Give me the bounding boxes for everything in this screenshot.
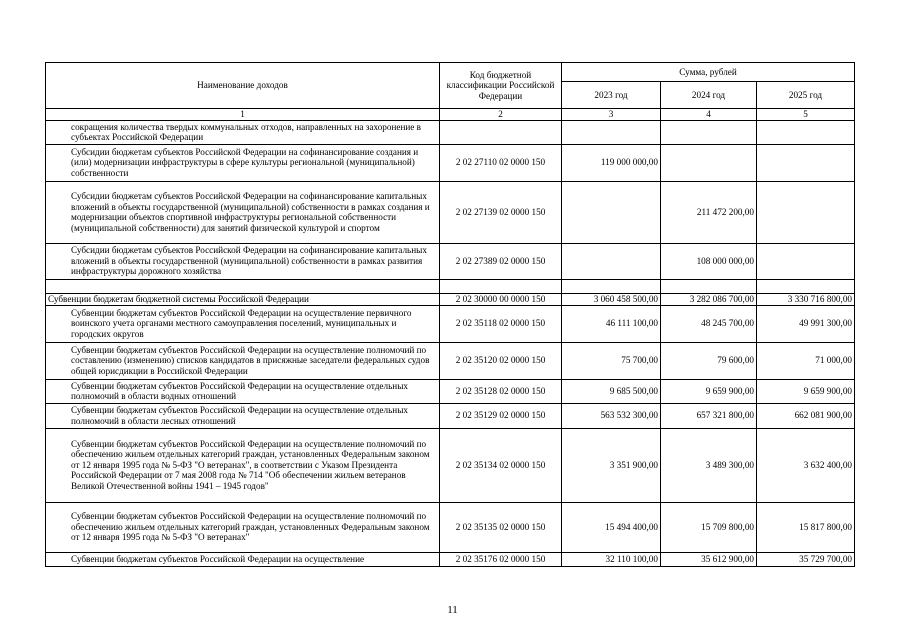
table-row xyxy=(46,342,855,379)
row-2023: 9 685 500,00 xyxy=(562,379,661,403)
row-2023: 119 000 000,00 xyxy=(562,144,661,181)
row-2023 xyxy=(562,279,661,293)
row-code: 2 02 35135 02 0000 150 xyxy=(440,502,562,552)
row-2024: 657 321 800,00 xyxy=(661,403,757,428)
row-code: 2 02 35134 02 0000 150 xyxy=(440,428,562,502)
row-2023: 46 111 100,00 xyxy=(562,305,661,342)
row-name: Субвенции бюджетам субъектов Российской Федерации на осуществление xyxy=(46,552,440,566)
row-2025: 15 817 800,00 xyxy=(757,502,855,552)
row-2025 xyxy=(757,243,855,279)
row-2024 xyxy=(661,279,757,293)
row-2024: 211 472 200,00 xyxy=(661,181,757,243)
page-number: 11 xyxy=(447,604,458,616)
row-2024: 79 600,00 xyxy=(661,342,757,379)
row-2025 xyxy=(757,144,855,181)
col-number-5: 5 xyxy=(757,109,855,121)
row-code: 2 02 27110 02 0000 150 xyxy=(440,144,562,181)
table-row-total xyxy=(46,293,855,305)
col-number-1: 1 xyxy=(46,109,440,121)
table-row xyxy=(46,428,855,502)
row-name: Субвенции бюджетам субъектов Российской Федерации на осуществление отдельных полномочий в области водных отношений xyxy=(46,379,440,403)
row-2023 xyxy=(562,243,661,279)
row-name: Субвенции бюджетам субъектов Российской Федерации на осуществление полномочий по составлению (изменению) списков кандидатов в присяжные заседатели федеральных судов общей юрисдикции в Российской Федерации xyxy=(46,342,440,379)
table-row xyxy=(46,120,855,144)
row-2024: 9 659 900,00 xyxy=(661,379,757,403)
row-code: 2 02 35128 02 0000 150 xyxy=(440,379,562,403)
header-year-2023: 2023 год xyxy=(562,82,661,109)
row-name: Субвенции бюджетам субъектов Российской Федерации на осуществление полномочий по обеспечению жильем отдельных категорий граждан, установленных Федеральным законом от 12 января 1995 года № 5-ФЗ "О ветеранах", в соответствии с Указом Президента Российской Федерации от 7 мая 2008 года № 714 "Об обеспечении жильем ветеранов Великой Отечественной войны 1941 – 1945 годов" xyxy=(46,428,440,502)
row-2025: 35 729 700,00 xyxy=(757,552,855,566)
row-name: Субвенции бюджетам субъектов Российской Федерации на осуществление первичного воинского учета органами местного самоуправления поселений, муниципальных и городских округов xyxy=(46,305,440,342)
row-2024: 108 000 000,00 xyxy=(661,243,757,279)
header-name: Наименование доходов xyxy=(46,63,440,109)
row-2023: 563 532 300,00 xyxy=(562,403,661,428)
table-row xyxy=(46,502,855,552)
row-2024: 3 489 300,00 xyxy=(661,428,757,502)
row-2025: 3 632 400,00 xyxy=(757,428,855,502)
row-name: Субсидии бюджетам субъектов Российской Федерации на софинансирование капитальных вложений в объекты государственной (муниципальной) собственности в рамках развития инфраструктуры дорожного хозяйства xyxy=(46,243,440,279)
row-2024: 35 612 900,00 xyxy=(661,552,757,566)
header-year-2025: 2025 год xyxy=(757,82,855,109)
row-2023: 75 700,00 xyxy=(562,342,661,379)
row-name xyxy=(46,279,440,293)
row-name: сокращения количества твердых коммунальных отходов, направленных на захоронение в субъектах Российской Федерации xyxy=(46,120,440,144)
table-row xyxy=(46,181,855,243)
row-code: 2 02 35129 02 0000 150 xyxy=(440,403,562,428)
row-code: 2 02 35118 02 0000 150 xyxy=(440,305,562,342)
row-code: 2 02 35176 02 0000 150 xyxy=(440,552,562,566)
table-row xyxy=(46,243,855,279)
row-2025: 49 991 300,00 xyxy=(757,305,855,342)
row-2023: 3 351 900,00 xyxy=(562,428,661,502)
table-row xyxy=(46,144,855,181)
row-name: Субсидии бюджетам субъектов Российской Федерации на софинансирование создания и (или) модернизации инфраструктуры в сфере культуры региональной (муниципальной) собственности xyxy=(46,144,440,181)
table-row xyxy=(46,305,855,342)
row-2023: 32 110 100,00 xyxy=(562,552,661,566)
header-year-2024: 2024 год xyxy=(661,82,757,109)
row-2024 xyxy=(661,120,757,144)
row-2025 xyxy=(757,279,855,293)
row-2023: 15 494 400,00 xyxy=(562,502,661,552)
row-2024: 48 245 700,00 xyxy=(661,305,757,342)
row-code xyxy=(440,279,562,293)
row-2025 xyxy=(757,181,855,243)
revenue-table xyxy=(45,62,855,567)
row-code: 2 02 30000 00 0000 150 xyxy=(440,293,562,305)
col-number-3: 3 xyxy=(562,109,661,121)
row-name: Субвенции бюджетам бюджетной системы Российской Федерации xyxy=(46,293,440,305)
row-2023 xyxy=(562,120,661,144)
row-2023: 3 060 458 500,00 xyxy=(562,293,661,305)
header-code: Код бюджетной классификации Российской Федерации xyxy=(440,63,562,109)
table-row-empty xyxy=(46,279,855,293)
table-row xyxy=(46,552,855,566)
row-2024: 15 709 800,00 xyxy=(661,502,757,552)
row-2023 xyxy=(562,181,661,243)
row-code: 2 02 35120 02 0000 150 xyxy=(440,342,562,379)
table-row xyxy=(46,403,855,428)
row-code: 2 02 27139 02 0000 150 xyxy=(440,181,562,243)
row-code xyxy=(440,120,562,144)
row-name: Субвенции бюджетам субъектов Российской Федерации на осуществление отдельных полномочий в области лесных отношений xyxy=(46,403,440,428)
col-number-2: 2 xyxy=(440,109,562,121)
row-name: Субсидии бюджетам субъектов Российской Федерации на софинансирование капитальных вложений в объекты государственной (муниципальной) собственности в рамках создания и модернизации объектов спортивной инфраструктуры региональной собственности (муниципальной собственности) для занятий физической культурой и спортом xyxy=(46,181,440,243)
row-2024 xyxy=(661,144,757,181)
row-2025: 3 330 716 800,00 xyxy=(757,293,855,305)
row-2025: 71 000,00 xyxy=(757,342,855,379)
header-sum: Сумма, рублей xyxy=(562,63,855,82)
row-code: 2 02 27389 02 0000 150 xyxy=(440,243,562,279)
row-name: Субвенции бюджетам субъектов Российской Федерации на осуществление полномочий по обеспечению жильем отдельных категорий граждан, установленных Федеральным законом от 12 января 1995 года № 5-ФЗ "О ветеранах" xyxy=(46,502,440,552)
row-2025 xyxy=(757,120,855,144)
table-row xyxy=(46,379,855,403)
row-2025: 9 659 900,00 xyxy=(757,379,855,403)
col-number-4: 4 xyxy=(661,109,757,121)
row-2025: 662 081 900,00 xyxy=(757,403,855,428)
row-2024: 3 282 086 700,00 xyxy=(661,293,757,305)
